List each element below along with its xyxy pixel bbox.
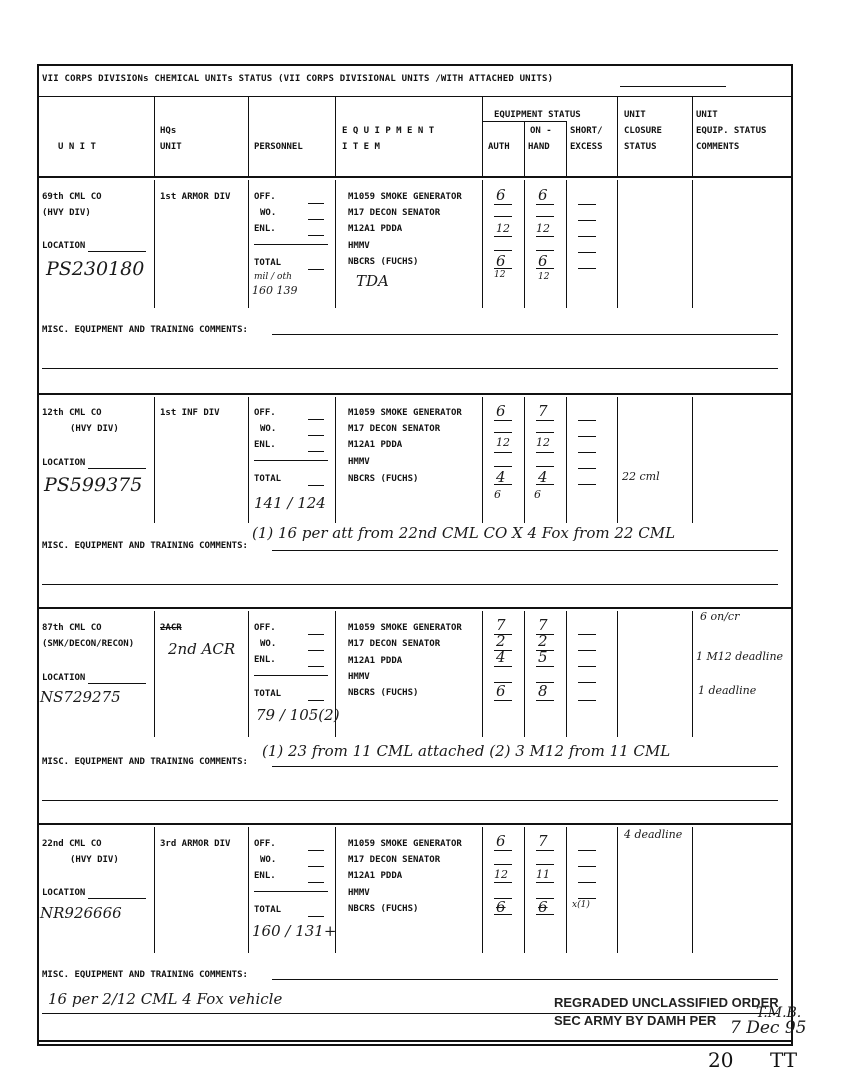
blank bbox=[308, 451, 324, 452]
equip-item-3: M12A1 PDDA bbox=[348, 656, 403, 666]
location-label: LOCATION bbox=[42, 458, 86, 468]
blank bbox=[578, 866, 596, 867]
page-mark: TT bbox=[770, 1048, 798, 1072]
unit-type: (HVY DIV) bbox=[70, 855, 119, 865]
equip-item-5: NBCRS (FUCHS) bbox=[348, 474, 419, 484]
col-short-1: SHORT/ bbox=[570, 126, 603, 136]
misc-comment: (1) 16 per att from 22nd CML CO X 4 Fox from 22 CML bbox=[252, 524, 676, 542]
col-item: I T E M bbox=[342, 142, 380, 152]
equip-item-3: M12A1 PDDA bbox=[348, 224, 403, 234]
blank bbox=[578, 700, 596, 701]
blank bbox=[578, 484, 596, 485]
equip-item-5: NBCRS (FUCHS) bbox=[348, 904, 419, 914]
vline bbox=[617, 827, 618, 953]
blank bbox=[494, 484, 512, 485]
form-title: VII CORPS DIVISIONs CHEMICAL UNITs STATUS (VII CORPS DIVISIONAL UNITS /WITH ATTACHED UNITS) bbox=[42, 74, 554, 84]
equip-item-2: M17 DECON SENATOR bbox=[348, 855, 441, 865]
vline bbox=[335, 397, 336, 523]
title-blank-line bbox=[620, 86, 726, 87]
vline-h4 bbox=[482, 96, 483, 178]
onhand-5: 4 bbox=[538, 468, 548, 486]
vline bbox=[248, 180, 249, 308]
misc-line-2 bbox=[42, 368, 778, 369]
personnel-note: 141 / 124 bbox=[254, 494, 326, 512]
location-value: PS599375 bbox=[44, 474, 143, 496]
personnel-note-small: mil / oth bbox=[254, 272, 292, 282]
onhand-3: 12 bbox=[536, 436, 550, 449]
blank bbox=[536, 452, 554, 453]
personnel-total: TOTAL bbox=[254, 474, 282, 484]
misc-line-2 bbox=[42, 800, 778, 801]
blank bbox=[308, 666, 324, 667]
personnel-off: OFF. bbox=[254, 623, 276, 633]
col-equip-status: EQUIPMENT STATUS bbox=[494, 110, 581, 120]
col-closure-1: UNIT bbox=[624, 110, 646, 120]
blank bbox=[536, 216, 554, 217]
onhand-3: 5 bbox=[538, 648, 548, 666]
comment-3: 1 deadline bbox=[698, 684, 757, 697]
blank bbox=[494, 250, 512, 251]
blank bbox=[536, 666, 554, 667]
hq-unit: 1st ARMOR DIV bbox=[160, 192, 231, 202]
auth-extra: 12 bbox=[494, 270, 506, 280]
blank bbox=[578, 452, 596, 453]
vline bbox=[154, 397, 155, 523]
hq-unit-struck: 2ACR bbox=[160, 623, 182, 633]
blank bbox=[578, 898, 596, 899]
blank bbox=[536, 700, 554, 701]
personnel-total: TOTAL bbox=[254, 905, 282, 915]
blank bbox=[494, 466, 512, 467]
blank bbox=[308, 485, 324, 486]
onhand-2: 2 bbox=[538, 632, 548, 650]
blank bbox=[578, 650, 596, 651]
personnel-total: TOTAL bbox=[254, 258, 282, 268]
col-unit: U N I T bbox=[58, 142, 96, 152]
auth-3: 12 bbox=[494, 868, 508, 881]
personnel-wo: WO. bbox=[260, 639, 277, 649]
blank bbox=[308, 850, 324, 851]
blank bbox=[578, 220, 596, 221]
misc-label: MISC. EQUIPMENT AND TRAINING COMMENTS: bbox=[42, 757, 248, 767]
unit-name: 12th CML CO bbox=[42, 408, 102, 418]
auth-3: 4 bbox=[496, 648, 506, 666]
equip-item-4: HMMV bbox=[348, 457, 370, 467]
location-line bbox=[88, 251, 146, 252]
equip-item-3: M12A1 PDDA bbox=[348, 871, 403, 881]
short-note: x(1) bbox=[572, 900, 590, 910]
section-divider bbox=[37, 823, 793, 825]
misc-line-2 bbox=[42, 584, 778, 585]
page-number: 20 bbox=[708, 1048, 734, 1072]
vline bbox=[482, 397, 483, 523]
col-closure-3: STATUS bbox=[624, 142, 657, 152]
personnel-off: OFF. bbox=[254, 839, 276, 849]
header-divider bbox=[37, 96, 793, 97]
equip-item-2: M17 DECON SENATOR bbox=[348, 424, 441, 434]
comment-1: 6 on/cr bbox=[700, 610, 740, 623]
misc-line bbox=[272, 979, 778, 980]
blank bbox=[578, 850, 596, 851]
col-hqs-unit: UNIT bbox=[160, 142, 182, 152]
auth-1: 6 bbox=[496, 832, 506, 850]
vline bbox=[617, 611, 618, 737]
auth-5: 6 bbox=[496, 682, 506, 700]
vline bbox=[524, 611, 525, 737]
misc-line bbox=[272, 766, 778, 767]
blank bbox=[578, 268, 596, 269]
col-closure-2: CLOSURE bbox=[624, 126, 662, 136]
comment-2: 1 M12 deadline bbox=[696, 650, 784, 663]
vline bbox=[617, 180, 618, 308]
personnel-note: 79 / 105(2) bbox=[256, 706, 340, 724]
blank bbox=[578, 420, 596, 421]
vline bbox=[154, 180, 155, 308]
misc-comment: 16 per 2/12 CML 4 Fox vehicle bbox=[48, 990, 283, 1008]
auth-extra: 6 bbox=[494, 488, 501, 501]
blank bbox=[308, 203, 324, 204]
regraded-stamp-line2: SEC ARMY BY DAMH PER bbox=[554, 1013, 717, 1028]
blank bbox=[308, 435, 324, 436]
unit-name: 87th CML CO bbox=[42, 623, 102, 633]
auth-1: 7 bbox=[496, 616, 506, 634]
vline bbox=[617, 397, 618, 523]
blank bbox=[308, 882, 324, 883]
blank bbox=[308, 700, 324, 701]
vline bbox=[248, 827, 249, 953]
unit-type: (HVY DIV) bbox=[70, 424, 119, 434]
location-label: LOCATION bbox=[42, 888, 86, 898]
personnel-enl: ENL. bbox=[254, 655, 276, 665]
vline bbox=[154, 827, 155, 953]
location-value: PS230180 bbox=[46, 258, 145, 280]
vline bbox=[482, 611, 483, 737]
blank bbox=[536, 466, 554, 467]
personnel-off: OFF. bbox=[254, 408, 276, 418]
blank bbox=[308, 219, 324, 220]
onhand-5: 8 bbox=[538, 682, 548, 700]
blank bbox=[578, 204, 596, 205]
closure-note: 22 cml bbox=[622, 470, 660, 483]
blank bbox=[536, 204, 554, 205]
personnel-enl: ENL. bbox=[254, 440, 276, 450]
regraded-signature: T.M.B. bbox=[756, 1005, 802, 1021]
blank bbox=[494, 236, 512, 237]
vline bbox=[335, 180, 336, 308]
blank bbox=[494, 700, 512, 701]
vline bbox=[566, 180, 567, 308]
vline bbox=[524, 180, 525, 308]
blank bbox=[308, 634, 324, 635]
onhand-1: 6 bbox=[538, 186, 548, 204]
blank bbox=[536, 250, 554, 251]
vline bbox=[524, 397, 525, 523]
auth-1: 6 bbox=[496, 402, 506, 420]
col-auth: AUTH bbox=[488, 142, 510, 152]
blank bbox=[308, 866, 324, 867]
blank bbox=[494, 666, 512, 667]
onhand-5: 6 bbox=[538, 898, 548, 916]
unit-type: (SMK/DECON/RECON) bbox=[42, 639, 135, 649]
blank bbox=[494, 268, 512, 269]
vline bbox=[566, 611, 567, 737]
personnel-sum-line bbox=[254, 675, 328, 676]
blank bbox=[308, 419, 324, 420]
onhand-5: 6 bbox=[538, 252, 548, 270]
equip-item-2: M17 DECON SENATOR bbox=[348, 208, 441, 218]
auth-5: 6 bbox=[496, 252, 506, 270]
col-short-2: EXCESS bbox=[570, 142, 603, 152]
hq-unit: 1st INF DIV bbox=[160, 408, 220, 418]
blank bbox=[308, 235, 324, 236]
vline bbox=[692, 611, 693, 737]
location-value: NR926666 bbox=[40, 904, 122, 922]
blank bbox=[578, 468, 596, 469]
vline bbox=[692, 180, 693, 308]
vline bbox=[566, 827, 567, 953]
vline bbox=[524, 827, 525, 953]
vline bbox=[482, 180, 483, 308]
col-onhand-1: ON - bbox=[530, 126, 552, 136]
misc-label: MISC. EQUIPMENT AND TRAINING COMMENTS: bbox=[42, 325, 248, 335]
vline-h8 bbox=[692, 96, 693, 178]
onhand-extra: 12 bbox=[538, 272, 550, 282]
unit-name: 22nd CML CO bbox=[42, 839, 102, 849]
personnel-sum-line bbox=[254, 891, 328, 892]
blank bbox=[578, 436, 596, 437]
personnel-note: 160 / 131+ bbox=[252, 922, 337, 940]
onhand-3: 12 bbox=[536, 222, 550, 235]
vline bbox=[154, 611, 155, 737]
blank bbox=[494, 216, 512, 217]
blank bbox=[536, 236, 554, 237]
blank bbox=[578, 882, 596, 883]
location-line bbox=[88, 898, 146, 899]
personnel-wo: WO. bbox=[260, 855, 277, 865]
blank bbox=[536, 882, 554, 883]
misc-comment: (1) 23 from 11 CML attached (2) 3 M12 from 11 CML bbox=[262, 742, 671, 760]
unit-type: (HVY DIV) bbox=[42, 208, 91, 218]
col-comments-2: EQUIP. STATUS bbox=[696, 126, 767, 136]
blank bbox=[536, 914, 554, 915]
vline-h5 bbox=[524, 121, 525, 178]
blank bbox=[494, 882, 512, 883]
col-personnel: PERSONNEL bbox=[254, 142, 303, 152]
blank bbox=[578, 252, 596, 253]
equip-item-1: M1059 SMOKE GENERATOR bbox=[348, 839, 462, 849]
closure-note: 4 deadline bbox=[624, 828, 683, 841]
blank bbox=[578, 666, 596, 667]
auth-5: 6 bbox=[496, 898, 506, 916]
equip-item-1: M1059 SMOKE GENERATOR bbox=[348, 408, 462, 418]
hq-unit-handwritten: 2nd ACR bbox=[168, 640, 236, 658]
tda-note: TDA bbox=[356, 272, 389, 290]
vline bbox=[482, 827, 483, 953]
vline-h3 bbox=[335, 96, 336, 178]
blank bbox=[578, 682, 596, 683]
blank bbox=[308, 650, 324, 651]
vline bbox=[248, 397, 249, 523]
equip-item-3: M12A1 PDDA bbox=[348, 440, 403, 450]
onhand-1: 7 bbox=[538, 832, 548, 850]
blank bbox=[494, 204, 512, 205]
location-value: NS729275 bbox=[40, 688, 121, 706]
col-equipment: E Q U I P M E N T bbox=[342, 126, 435, 136]
col-comments-3: COMMENTS bbox=[696, 142, 740, 152]
blank bbox=[536, 420, 554, 421]
vline bbox=[248, 611, 249, 737]
onhand-extra: 6 bbox=[534, 488, 541, 501]
misc-line bbox=[272, 334, 778, 335]
personnel-wo: WO. bbox=[260, 208, 277, 218]
auth-3: 12 bbox=[496, 436, 510, 449]
blank bbox=[536, 864, 554, 865]
misc-label: MISC. EQUIPMENT AND TRAINING COMMENTS: bbox=[42, 541, 248, 551]
vline bbox=[566, 397, 567, 523]
header-bottom-rule bbox=[37, 176, 793, 178]
vline-h2 bbox=[248, 96, 249, 178]
personnel-total: TOTAL bbox=[254, 689, 282, 699]
regraded-stamp-line1: REGRADED UNCLASSIFIED ORDER bbox=[554, 995, 779, 1010]
regraded-date: 7 Dec 95 bbox=[730, 1018, 807, 1038]
onhand-3: 11 bbox=[536, 868, 550, 881]
location-line bbox=[88, 468, 146, 469]
vline-h7 bbox=[617, 96, 618, 178]
col-comments-1: UNIT bbox=[696, 110, 718, 120]
bottom-rule bbox=[37, 1040, 793, 1042]
blank bbox=[578, 236, 596, 237]
auth-2: 2 bbox=[496, 632, 506, 650]
misc-label: MISC. EQUIPMENT AND TRAINING COMMENTS: bbox=[42, 970, 248, 980]
auth-5: 4 bbox=[496, 468, 506, 486]
personnel-wo: WO. bbox=[260, 424, 277, 434]
onhand-1: 7 bbox=[538, 616, 548, 634]
blank bbox=[494, 420, 512, 421]
personnel-sum-line bbox=[254, 460, 328, 461]
blank bbox=[536, 268, 554, 269]
equip-item-4: HMMV bbox=[348, 241, 370, 251]
personnel-sum-line bbox=[254, 244, 328, 245]
vline-h6 bbox=[566, 121, 567, 178]
unit-name: 69th CML CO bbox=[42, 192, 102, 202]
blank bbox=[536, 484, 554, 485]
location-label: LOCATION bbox=[42, 673, 86, 683]
hq-unit: 3rd ARMOR DIV bbox=[160, 839, 231, 849]
vline bbox=[692, 397, 693, 523]
personnel-enl: ENL. bbox=[254, 871, 276, 881]
auth-3: 12 bbox=[496, 222, 510, 235]
equip-item-4: HMMV bbox=[348, 672, 370, 682]
blank bbox=[494, 432, 512, 433]
misc-line bbox=[272, 550, 778, 551]
col-onhand-2: HAND bbox=[528, 142, 550, 152]
blank bbox=[494, 850, 512, 851]
personnel-note: 160 139 bbox=[252, 284, 298, 297]
personnel-enl: ENL. bbox=[254, 224, 276, 234]
blank bbox=[308, 916, 324, 917]
vline bbox=[692, 827, 693, 953]
equip-item-5: NBCRS (FUCHS) bbox=[348, 257, 419, 267]
blank bbox=[494, 452, 512, 453]
equip-item-1: M1059 SMOKE GENERATOR bbox=[348, 623, 462, 633]
equip-item-5: NBCRS (FUCHS) bbox=[348, 688, 419, 698]
personnel-off: OFF. bbox=[254, 192, 276, 202]
blank bbox=[536, 850, 554, 851]
blank bbox=[578, 634, 596, 635]
equip-item-1: M1059 SMOKE GENERATOR bbox=[348, 192, 462, 202]
equip-item-2: M17 DECON SENATOR bbox=[348, 639, 441, 649]
auth-1: 6 bbox=[496, 186, 506, 204]
section-divider bbox=[37, 393, 793, 395]
vline-h1 bbox=[154, 96, 155, 178]
equip-item-4: HMMV bbox=[348, 888, 370, 898]
blank bbox=[494, 864, 512, 865]
blank bbox=[536, 432, 554, 433]
blank bbox=[494, 914, 512, 915]
location-label: LOCATION bbox=[42, 241, 86, 251]
section-divider bbox=[37, 607, 793, 609]
location-line bbox=[88, 683, 146, 684]
blank bbox=[308, 269, 324, 270]
col-hqs: HQs bbox=[160, 126, 177, 136]
onhand-1: 7 bbox=[538, 402, 548, 420]
